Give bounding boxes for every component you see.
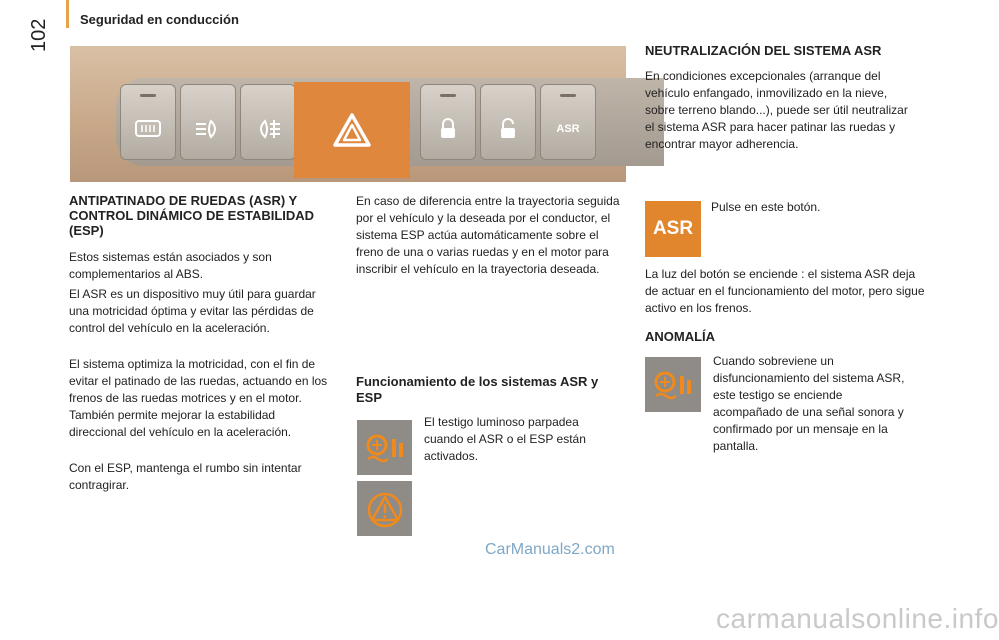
central-lock-button: [420, 84, 476, 160]
warning-triangle-icon: [365, 490, 405, 528]
asr-fault-icon: [652, 368, 694, 402]
asr-fault-indicator-box: [645, 357, 701, 412]
warning-indicator-box: [357, 481, 412, 536]
hazard-button: [294, 82, 410, 178]
page-number: 102: [28, 18, 50, 52]
front-fog-icon: [193, 118, 223, 140]
indicator-description: El testigo luminoso parpadea cuando el ASR o el ESP están activados.: [424, 415, 586, 463]
left-paragraph-3: El sistema optimiza la motricidad, con el fin de evitar el patinado de las ruedas, actuando en los frenos de las ruedas motrices y en el motor. También permite mejorar la estabilidad direccional del vehículo en la aceleración.: [69, 357, 328, 439]
function-heading: Funcionamiento de los sistemas ASR y ESP: [356, 374, 599, 405]
esp-skid-icon: [364, 431, 406, 465]
header-accent-bar: [66, 0, 69, 28]
asr-dash-label: ASR: [556, 123, 580, 135]
asr-dash-button: [540, 84, 596, 160]
left-paragraph-4: Con el ESP, mantenga el rumbo sin intentar contragirar.: [69, 461, 302, 492]
watermark-carmanualsonline: carmanualsonline.info: [716, 603, 999, 634]
hazard-triangle-icon: [332, 112, 372, 148]
rear-defrost-icon: [133, 118, 163, 140]
left-paragraph-2: El ASR es un dispositivo muy útil para guardar una motricidad óptima y evitar las pérdidas de control del vehículo en la aceleración.: [69, 287, 316, 335]
rear-fog-button: [240, 84, 296, 160]
watermark-carmanuals2: CarManuals2.com: [485, 541, 615, 558]
unlock-button: [480, 84, 536, 160]
left-paragraph-1: Estos sistemas están asociados y son complementarios al ABS.: [69, 250, 272, 281]
front-fog-button: [180, 84, 236, 160]
anomaly-heading: ANOMALÍA: [645, 329, 716, 344]
esp-indicator-box: [357, 420, 412, 475]
right-paragraph-1: En condiciones excepcionales (arranque del vehículo enfangado, inmovilizado en la nieve, sobre terreno blando...), puede ser útil neutralizar el sistema ASR para hacer patinar las ruedas y encontrar mayor adherencia.: [645, 69, 908, 151]
unlock-icon: [498, 118, 518, 140]
anomaly-description: Cuando sobreviene un disfuncionamiento del sistema ASR, este testigo se enciende acompañado de una señal sonora y confirmado por un mensaje en la pantalla.: [713, 354, 905, 453]
rear-defrost-button: [120, 84, 176, 160]
middle-paragraph-1: En caso de diferencia entre la trayectoria seguida por el vehículo y la deseada por el conductor, el sistema ESP actúa automáticamente sobre el freno de una o varias ruedas y en el motor para inscribir el vehículo en la trayectoria deseada.: [356, 194, 620, 276]
right-paragraph-2: La luz del botón se enciende : el sistema ASR deja de actuar en el funcionamiento del motor, pero sigue activo en los frenos.: [645, 267, 925, 315]
asr-button: ASR: [645, 201, 701, 257]
main-heading: ANTIPATINADO DE RUEDAS (ASR) Y CONTROL DINÁMICO DE ESTABILIDAD (ESP): [69, 193, 315, 238]
lock-icon: [438, 118, 458, 140]
press-instruction: Pulse en este botón.: [711, 200, 821, 214]
rear-fog-icon: [253, 118, 283, 140]
neutralization-heading: NEUTRALIZACIÓN DEL SISTEMA ASR: [645, 43, 882, 58]
section-title: Seguridad en conducción: [80, 12, 239, 27]
dashboard-photo: [70, 46, 626, 182]
